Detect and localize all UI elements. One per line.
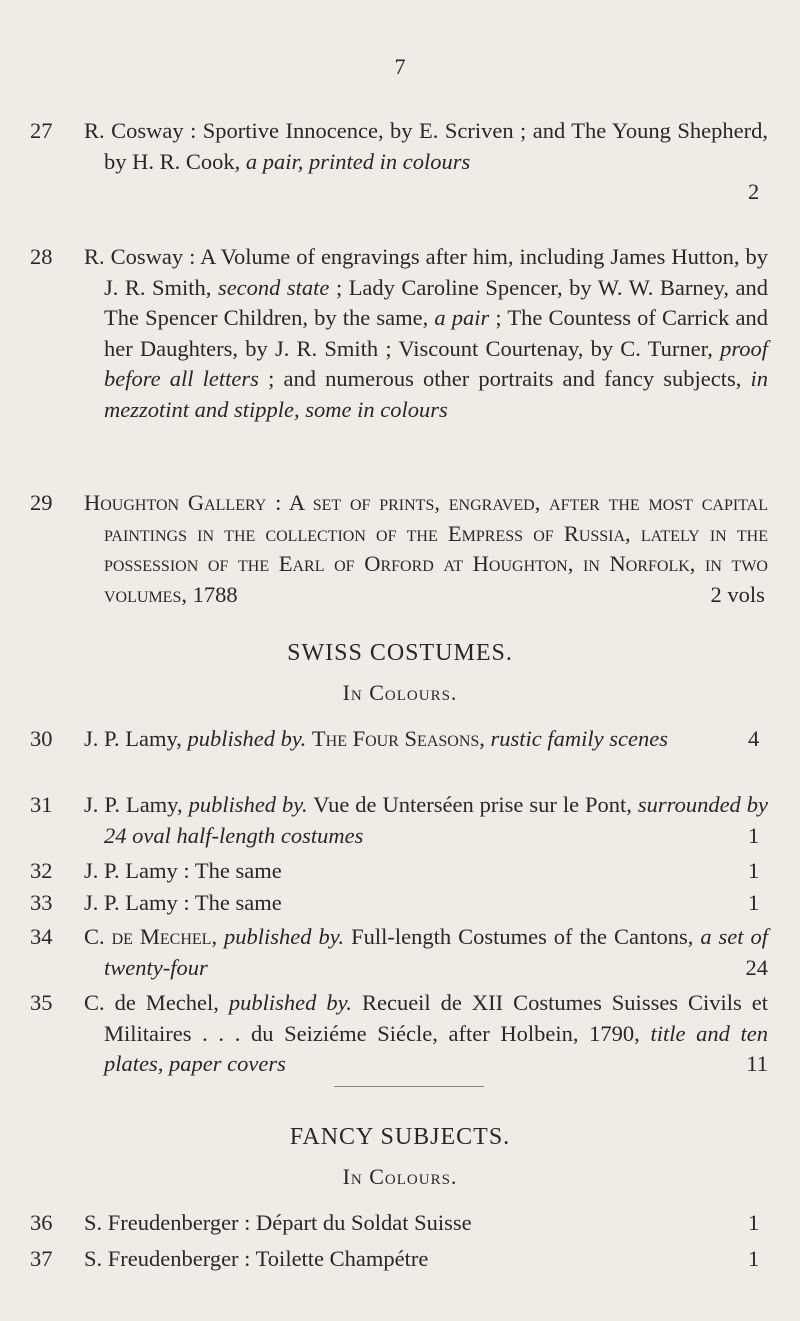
lot-30: [0, 724, 800, 755]
lot-text: Recueil de XII Costumes Suisses Civils et Militaires . . . du Seiziéme Siécle, after Holbein, 1790,: [104, 990, 769, 1046]
lot-33: [0, 888, 800, 919]
lot-number: 28: [30, 244, 53, 269]
lot-quantity: 2 vols: [710, 581, 765, 607]
lot-36: [0, 1208, 800, 1239]
lot-number: 32: [30, 858, 53, 883]
lot-text: J. P. Lamy,: [84, 792, 183, 817]
lot-number: 36: [30, 1210, 53, 1235]
lot-29: [0, 488, 800, 610]
lot-description: J. P. Lamy : The same 1: [84, 858, 760, 883]
lot-35: [0, 988, 800, 1080]
lot-description: R. Cosway : Sportive Innocence, by E. Scriven ; and The Young Shepherd, by H. R. Cook, a pair, printed in colours 2: [84, 118, 768, 204]
lot-text: ; The Countess of Carrick and her Daughters, by J. R. Smith ; Viscount Courtenay, by C. Turner,: [104, 305, 769, 361]
lot-description: [84, 988, 768, 1080]
lot-37: [0, 1244, 800, 1275]
lot-text: R. Cosway : Sportive Innocence, by E. Scriven ; and The Young Shepherd, by H. R. Cook,: [84, 118, 768, 174]
lot-number: 27: [30, 118, 53, 143]
lot-italic: title and ten plates, paper covers: [104, 1020, 769, 1076]
lot-description: [84, 488, 768, 610]
lot-number: 34: [30, 924, 53, 949]
lot-text: R. Cosway : A Volume of engravings after him, including James Hutton, by J. R. Smith,: [84, 244, 768, 300]
section-title-fancy: FANCY SUBJECTS.: [289, 1124, 511, 1150]
lot-description: [84, 242, 768, 425]
lot-text: ; Lady Caroline Spencer, by W. W. Barney, and The Spencer Children, by the same,: [104, 274, 769, 330]
lot-italic: a pair: [434, 305, 490, 330]
lot-description: J. P. Lamy, published by. Vue de Unterséen prise sur le Pont, surrounded by 24 oval half-length costumes 1: [84, 792, 769, 848]
lot-number: 29: [30, 490, 53, 515]
lot-text: C. de Mechel,: [84, 990, 219, 1015]
lot-text: Houghton Gallery : A set of prints, engraved, after the most capital paintings in the collection of the Empress of Russia, lately in the possession of the Earl of Orford at Houghton, in Norfolk, in two volumes, 1788: [84, 490, 768, 607]
lot-text: The Four Seasons,: [311, 726, 485, 751]
lot-text: S. Freudenberger : Toilette Champétre: [84, 1246, 429, 1271]
lot-italic: in mezzotint and stipple, some in colours: [104, 366, 769, 422]
lot-number: 37: [30, 1246, 53, 1271]
lot-number: 30: [30, 726, 53, 751]
section-subtitle-fancy: In Colours.: [342, 1164, 458, 1189]
lot-quantity: 24: [745, 954, 768, 980]
lot-italic: proof before all letters: [104, 335, 769, 391]
lot-description: J. P. Lamy, published by. The Four Seasons, rustic family scenes 4: [84, 726, 760, 751]
lot-34: [0, 922, 800, 983]
lot-italic: surrounded by 24 oval half-length costumes: [104, 792, 769, 848]
page-number: 7: [394, 54, 406, 79]
lot-number: 35: [30, 990, 53, 1015]
lot-italic: published by.: [224, 924, 345, 949]
lot-28: [0, 242, 800, 425]
lot-number: 33: [30, 890, 53, 915]
lot-description: S. Freudenberger : Toilette Champétre 1: [84, 1246, 760, 1271]
lot-italic: rustic family scenes: [490, 726, 669, 751]
lot-text: J. P. Lamy,: [84, 726, 182, 751]
lot-text: Vue de Unterséen prise sur le Pont,: [313, 792, 632, 817]
lot-italic: published by.: [228, 990, 352, 1015]
lot-italic: a set of twenty-four: [104, 924, 768, 980]
section-divider: [334, 1086, 484, 1087]
lot-text: ; and numerous other portraits and fancy subjects,: [268, 366, 742, 391]
lot-text: J. P. Lamy : The same: [84, 890, 282, 915]
section-subtitle-swiss: In Colours.: [342, 680, 458, 705]
lot-31: [0, 790, 800, 851]
lot-italic: published by.: [187, 726, 307, 751]
lot-description: J. P. Lamy : The same 1: [84, 890, 760, 915]
lot-text: S. Freudenberger : Départ du Soldat Suisse: [84, 1210, 472, 1235]
lot-italic: second state: [217, 274, 330, 300]
lot-quantity: 11: [746, 1051, 768, 1076]
lot-description: [84, 922, 768, 983]
lot-27: [0, 116, 800, 208]
lot-text: Full-length Costumes of the Cantons,: [351, 924, 694, 949]
lot-description: S. Freudenberger : Départ du Soldat Suisse 1: [84, 1210, 760, 1235]
lot-number: 31: [30, 792, 53, 817]
lot-text: C. de Mechel,: [84, 924, 218, 949]
lot-italic: a pair, printed in colours: [245, 148, 471, 174]
section-title-swiss: SWISS COSTUMES.: [287, 640, 513, 666]
lot-32: [0, 856, 800, 887]
lot-text: J. P. Lamy : The same: [84, 858, 282, 883]
lot-italic: published by.: [188, 792, 308, 817]
